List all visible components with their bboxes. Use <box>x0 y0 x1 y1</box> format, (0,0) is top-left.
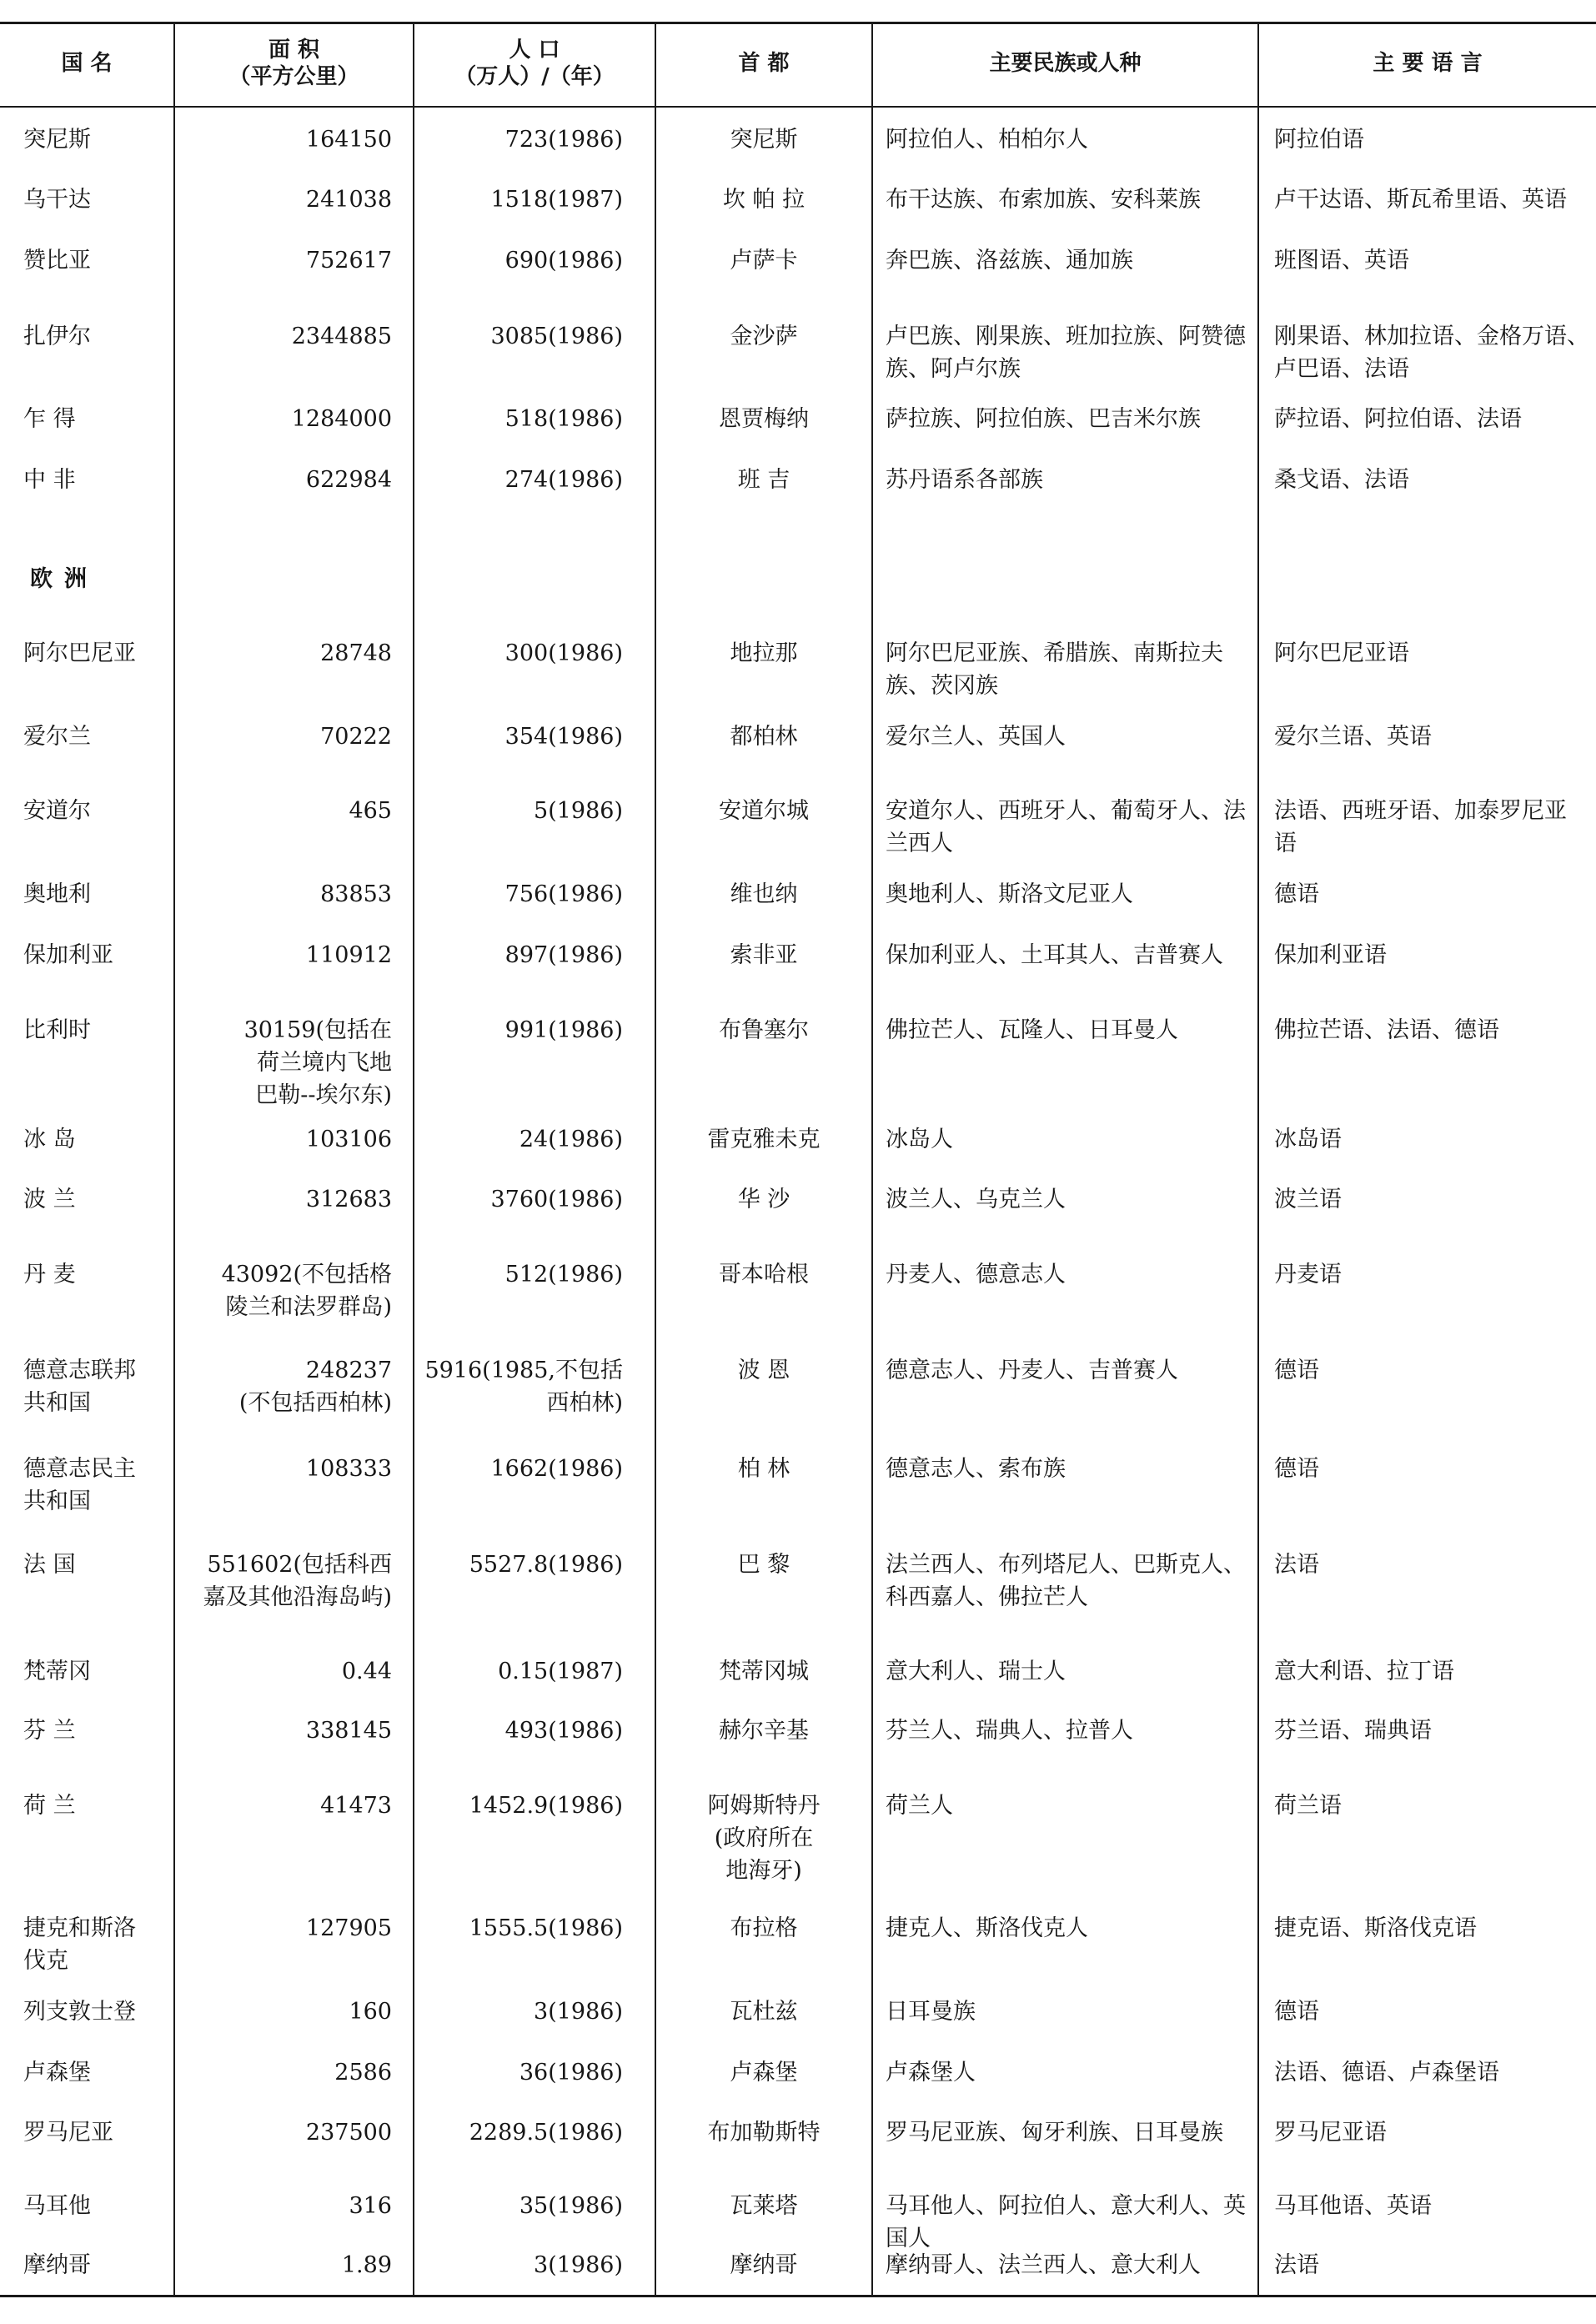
cell-capital: 布加勒斯特 <box>707 2120 821 2146</box>
cell-country: 卢森堡 <box>23 2060 91 2086</box>
header-population-title: 人 口 <box>509 38 560 63</box>
cell-language: 波兰语 <box>1274 1187 1342 1212</box>
cell-area: 237500 <box>305 2120 392 2146</box>
cell-ethnicity: 冰岛人 <box>886 1127 953 1152</box>
cell-country: 荷 兰 <box>23 1793 76 1819</box>
cell-area: 30159(包括在 <box>243 1017 392 1043</box>
cell-language: 卢干达语、斯瓦希里语、英语 <box>1274 187 1567 213</box>
cell-population: 518(1986) <box>504 406 623 432</box>
cell-country: 赞比亚 <box>23 248 91 274</box>
cell-capital: 布鲁塞尔 <box>719 1017 809 1043</box>
cell-population: 3085(1986) <box>490 324 623 349</box>
cell-country: 列支敦士登 <box>23 1999 136 2025</box>
cell-country: 爱尔兰 <box>23 724 91 750</box>
cell-ethnicity: 族、阿卢尔族 <box>886 356 1021 382</box>
header-language: 主 要 语 言 <box>1373 51 1483 76</box>
cell-language: 保加利亚语 <box>1274 942 1387 968</box>
cell-language: 班图语、英语 <box>1274 248 1409 274</box>
cell-area: 108333 <box>305 1456 392 1482</box>
cell-ethnicity: 兰西人 <box>886 831 953 856</box>
cell-ethnicity: 卢森堡人 <box>886 2060 976 2086</box>
cell-population: 274(1986) <box>504 467 623 493</box>
cell-language: 卢巴语、法语 <box>1274 356 1409 382</box>
cell-ethnicity: 日耳曼族 <box>886 1999 976 2025</box>
cell-area: 465 <box>349 798 392 824</box>
cell-capital: 卢森堡 <box>730 2060 798 2086</box>
cell-language: 冰岛语 <box>1274 1127 1342 1152</box>
cell-ethnicity: 苏丹语系各部族 <box>886 467 1043 493</box>
header-ethnicity: 主要民族或人种 <box>989 51 1142 76</box>
cell-population: 354(1986) <box>504 724 623 750</box>
cell-country: 保加利亚 <box>23 942 113 968</box>
cell-area: 巴勒--埃尔东) <box>255 1082 392 1108</box>
cell-language: 德语 <box>1274 1456 1319 1482</box>
cell-language: 德语 <box>1274 1999 1319 2025</box>
cell-ethnicity: 阿拉伯人、柏柏尔人 <box>886 127 1088 153</box>
cell-capital: 地拉那 <box>730 640 798 666</box>
cell-area: 1284000 <box>291 406 392 432</box>
cell-ethnicity: 奥地利人、斯洛文尼亚人 <box>886 881 1133 907</box>
cell-population: 756(1986) <box>504 881 623 907</box>
cell-country: 奥地利 <box>23 881 91 907</box>
cell-country: 德意志民主 <box>23 1456 136 1482</box>
column-divider <box>1257 23 1259 2296</box>
cell-capital: (政府所在 <box>714 1825 814 1851</box>
cell-population: 493(1986) <box>504 1718 623 1744</box>
cell-capital: 突尼斯 <box>730 127 798 153</box>
cell-language: 罗马尼亚语 <box>1274 2120 1387 2146</box>
cell-language: 芬兰语、瑞典语 <box>1274 1718 1432 1744</box>
cell-ethnicity: 国人 <box>886 2226 931 2251</box>
cell-country: 马耳他 <box>23 2193 91 2219</box>
cell-population: 2289.5(1986) <box>469 2120 623 2146</box>
cell-area: 752617 <box>305 248 392 274</box>
cell-ethnicity: 芬兰人、瑞典人、拉普人 <box>886 1718 1133 1744</box>
cell-area: 127905 <box>305 1915 392 1941</box>
cell-capital: 瓦莱塔 <box>730 2193 798 2219</box>
cell-language: 刚果语、林加拉语、金格万语、 <box>1274 324 1589 349</box>
cell-capital: 都柏林 <box>730 724 798 750</box>
cell-capital: 柏 林 <box>737 1456 790 1482</box>
cell-language: 法语、德语、卢森堡语 <box>1274 2060 1499 2086</box>
cell-capital: 布拉格 <box>730 1915 798 1941</box>
cell-area: 160 <box>349 1999 392 2025</box>
cell-area: 110912 <box>305 942 392 968</box>
cell-area: 陵兰和法罗群岛) <box>225 1294 392 1320</box>
cell-country: 突尼斯 <box>23 127 91 153</box>
cell-population: 西柏林) <box>546 1390 623 1416</box>
cell-capital: 赫尔辛基 <box>719 1718 809 1744</box>
cell-ethnicity: 德意志人、索布族 <box>886 1456 1066 1482</box>
cell-area: 241038 <box>305 187 392 213</box>
cell-area: 316 <box>349 2193 392 2219</box>
cell-population: 991(1986) <box>504 1017 623 1043</box>
cell-country: 伐克 <box>23 1948 68 1974</box>
cell-area: 28748 <box>320 640 392 666</box>
header-area-title: 面 积 <box>268 38 320 63</box>
cell-ethnicity: 安道尔人、西班牙人、葡萄牙人、法 <box>886 798 1246 824</box>
cell-population: 35(1986) <box>519 2193 623 2219</box>
cell-ethnicity: 捷克人、斯洛伐克人 <box>886 1915 1088 1941</box>
cell-ethnicity: 意大利人、瑞士人 <box>886 1659 1066 1684</box>
cell-capital: 坎 帕 拉 <box>722 187 806 213</box>
cell-country: 冰 岛 <box>23 1127 76 1152</box>
cell-population: 1555.5(1986) <box>469 1915 623 1941</box>
cell-area: (不包括西柏林) <box>238 1390 392 1416</box>
cell-capital: 摩纳哥 <box>730 2252 798 2278</box>
cell-capital: 金沙萨 <box>730 324 798 349</box>
cell-language: 法语 <box>1274 2252 1319 2278</box>
cell-population: 512(1986) <box>504 1262 623 1287</box>
cell-language: 阿尔巴尼亚语 <box>1274 640 1409 666</box>
cell-ethnicity: 科西嘉人、佛拉芒人 <box>886 1584 1088 1610</box>
cell-ethnicity: 丹麦人、德意志人 <box>886 1262 1066 1287</box>
cell-area: 622984 <box>305 467 392 493</box>
cell-area: 83853 <box>320 881 392 907</box>
cell-country: 波 兰 <box>23 1187 76 1212</box>
cell-language: 马耳他语、英语 <box>1274 2193 1432 2219</box>
cell-country: 摩纳哥 <box>23 2252 91 2278</box>
cell-language: 桑戈语、法语 <box>1274 467 1409 493</box>
cell-area: 164150 <box>305 127 392 153</box>
cell-population: 36(1986) <box>519 2060 623 2086</box>
header-rule <box>0 106 1596 108</box>
cell-area: 1.89 <box>341 2252 392 2278</box>
cell-country: 罗马尼亚 <box>23 2120 113 2146</box>
cell-country: 共和国 <box>23 1390 91 1416</box>
header-capital: 首 都 <box>738 51 790 76</box>
cell-area: 0.44 <box>341 1659 392 1684</box>
cell-language: 阿拉伯语 <box>1274 127 1364 153</box>
cell-language: 爱尔兰语、英语 <box>1274 724 1432 750</box>
cell-ethnicity: 法兰西人、布列塔尼人、巴斯克人、 <box>886 1552 1246 1578</box>
cell-capital: 维也纳 <box>730 881 798 907</box>
cell-population: 1518(1987) <box>490 187 623 213</box>
header-country: 国 名 <box>61 51 113 76</box>
cell-capital: 波 恩 <box>737 1358 790 1383</box>
cell-population: 3760(1986) <box>490 1187 623 1212</box>
cell-ethnicity: 奔巴族、洛兹族、通加族 <box>886 248 1133 274</box>
cell-ethnicity: 保加利亚人、土耳其人、吉普赛人 <box>886 942 1223 968</box>
cell-language: 法语 <box>1274 1552 1319 1578</box>
cell-population: 0.15(1987) <box>498 1659 623 1684</box>
cell-capital: 阿姆斯特丹 <box>707 1793 821 1819</box>
cell-area: 2344885 <box>291 324 392 349</box>
cell-capital: 雷克雅未克 <box>707 1127 821 1152</box>
cell-country: 芬 兰 <box>23 1718 76 1744</box>
cell-capital: 安道尔城 <box>719 798 809 824</box>
cell-country: 乍 得 <box>23 406 76 432</box>
cell-capital: 瓦杜兹 <box>730 1999 798 2025</box>
cell-population: 300(1986) <box>504 640 623 666</box>
cell-area: 43092(不包括格 <box>221 1262 392 1287</box>
cell-country: 乌干达 <box>23 187 91 213</box>
cell-country: 中 非 <box>23 467 76 493</box>
cell-area: 荷兰境内飞地 <box>257 1050 392 1076</box>
cell-population: 723(1986) <box>504 127 623 153</box>
cell-area: 70222 <box>320 724 392 750</box>
header-area-unit: （平方公里） <box>228 64 359 89</box>
cell-population: 3(1986) <box>534 1999 623 2025</box>
cell-capital: 班 吉 <box>737 467 790 493</box>
column-divider <box>871 23 873 2296</box>
cell-area: 551602(包括科西 <box>207 1552 392 1578</box>
cell-language: 德语 <box>1274 881 1319 907</box>
cell-ethnicity: 阿尔巴尼亚族、希腊族、南斯拉夫 <box>886 640 1223 666</box>
cell-country: 比利时 <box>23 1017 91 1043</box>
cell-ethnicity: 佛拉芒人、瓦隆人、日耳曼人 <box>886 1017 1178 1043</box>
column-divider <box>655 23 656 2296</box>
column-divider <box>173 23 175 2296</box>
cell-country: 扎伊尔 <box>23 324 91 349</box>
cell-area: 嘉及其他沿海岛屿) <box>203 1584 392 1610</box>
cell-ethnicity: 荷兰人 <box>886 1793 953 1819</box>
bottom-rule <box>0 2295 1596 2297</box>
cell-ethnicity: 爱尔兰人、英国人 <box>886 724 1066 750</box>
cell-language: 法语、西班牙语、加泰罗尼亚 <box>1274 798 1567 824</box>
cell-language: 德语 <box>1274 1358 1319 1383</box>
cell-capital: 索非亚 <box>730 942 798 968</box>
cell-ethnicity: 德意志人、丹麦人、吉普赛人 <box>886 1358 1178 1383</box>
cell-country: 梵蒂冈 <box>23 1659 91 1684</box>
cell-ethnicity: 萨拉族、阿拉伯族、巴吉米尔族 <box>886 406 1201 432</box>
cell-capital: 卢萨卡 <box>730 248 798 274</box>
cell-country: 法 国 <box>23 1552 76 1578</box>
cell-population: 1662(1986) <box>490 1456 623 1482</box>
cell-population: 3(1986) <box>534 2252 623 2278</box>
header-population <box>414 37 655 90</box>
header-population-unit: （万人）/（年） <box>454 64 615 89</box>
cell-area: 103106 <box>305 1127 392 1152</box>
cell-capital: 哥本哈根 <box>719 1262 809 1287</box>
cell-population: 897(1986) <box>504 942 623 968</box>
cell-population: 5527.8(1986) <box>469 1552 623 1578</box>
cell-ethnicity: 布干达族、布索加族、安科莱族 <box>886 187 1201 213</box>
cell-area: 41473 <box>320 1793 392 1819</box>
cell-country: 阿尔巴尼亚 <box>23 640 136 666</box>
cell-ethnicity: 族、茨冈族 <box>886 673 998 699</box>
cell-population: 5(1986) <box>534 798 623 824</box>
cell-population: 690(1986) <box>504 248 623 274</box>
cell-capital: 华 沙 <box>737 1187 790 1212</box>
header-area <box>175 37 413 90</box>
cell-country: 德意志联邦 <box>23 1358 136 1383</box>
cell-area: 312683 <box>305 1187 392 1212</box>
section-title-europe: 欧洲 <box>30 566 98 592</box>
cell-population: 1452.9(1986) <box>469 1793 623 1819</box>
cell-area: 248237 <box>305 1358 392 1383</box>
cell-language: 萨拉语、阿拉伯语、法语 <box>1274 406 1522 432</box>
top-rule <box>0 22 1596 24</box>
cell-ethnicity: 波兰人、乌克兰人 <box>886 1187 1066 1212</box>
cell-population: 5916(1985,不包括 <box>424 1358 623 1383</box>
cell-population: 24(1986) <box>519 1127 623 1152</box>
cell-country: 共和国 <box>23 1488 91 1514</box>
cell-language: 荷兰语 <box>1274 1793 1342 1819</box>
cell-language: 捷克语、斯洛伐克语 <box>1274 1915 1477 1941</box>
cell-ethnicity: 马耳他人、阿拉伯人、意大利人、英 <box>886 2193 1246 2219</box>
cell-ethnicity: 卢巴族、刚果族、班加拉族、阿赞德 <box>886 324 1246 349</box>
cell-capital: 地海牙) <box>725 1858 802 1884</box>
cell-capital: 梵蒂冈城 <box>719 1659 809 1684</box>
cell-country: 捷克和斯洛 <box>23 1915 136 1941</box>
cell-ethnicity: 罗马尼亚族、匈牙利族、日耳曼族 <box>886 2120 1223 2146</box>
cell-language: 意大利语、拉丁语 <box>1274 1659 1454 1684</box>
column-divider <box>413 23 414 2296</box>
cell-country: 安道尔 <box>23 798 91 824</box>
cell-area: 338145 <box>305 1718 392 1744</box>
cell-capital: 巴 黎 <box>737 1552 790 1578</box>
cell-language: 丹麦语 <box>1274 1262 1342 1287</box>
cell-country: 丹 麦 <box>23 1262 76 1287</box>
cell-area: 2586 <box>334 2060 392 2086</box>
cell-capital: 恩贾梅纳 <box>719 406 809 432</box>
cell-language: 语 <box>1274 831 1297 856</box>
cell-language: 佛拉芒语、法语、德语 <box>1274 1017 1499 1043</box>
cell-ethnicity: 摩纳哥人、法兰西人、意大利人 <box>886 2252 1201 2278</box>
